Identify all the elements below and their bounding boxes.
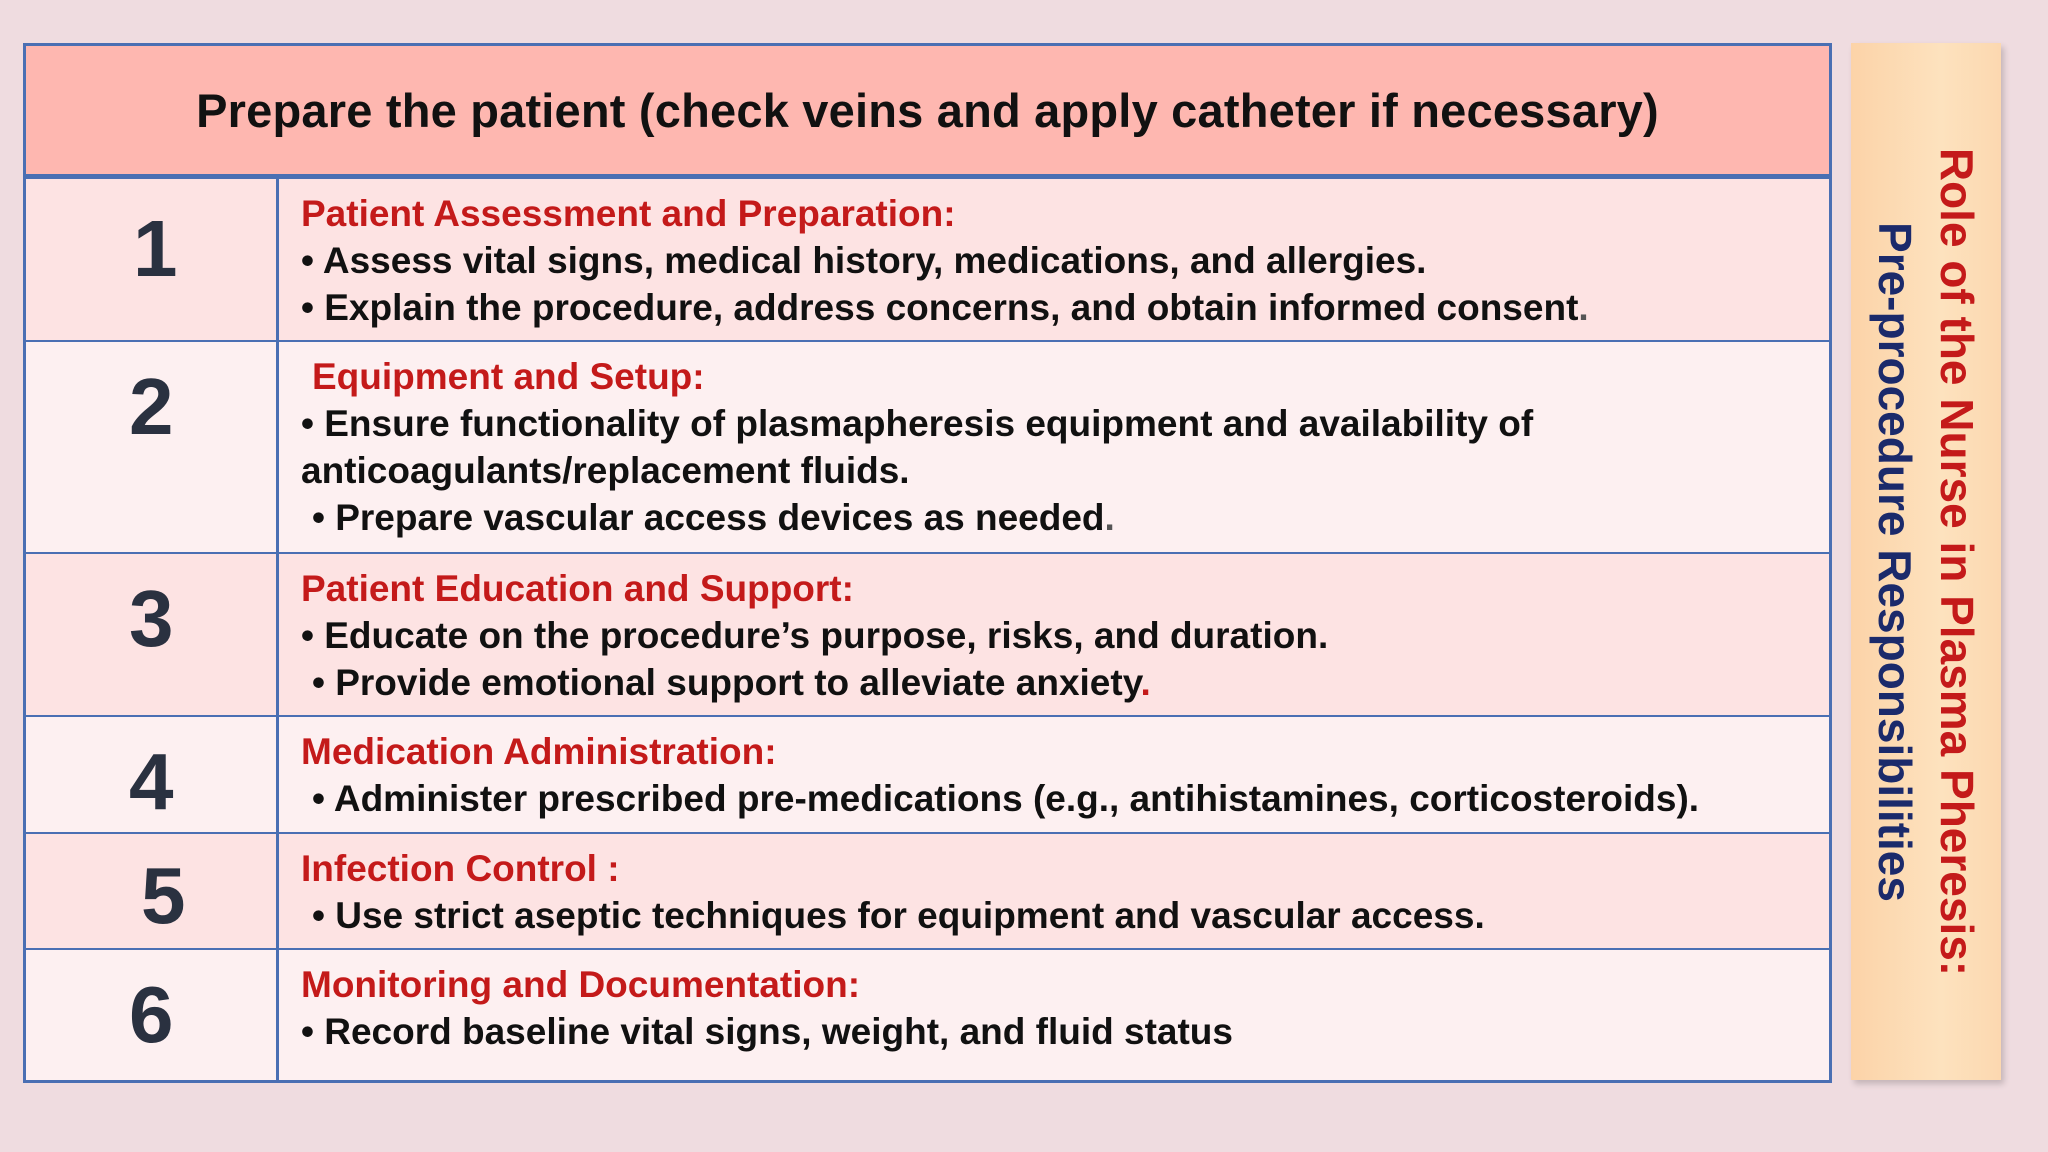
table-row xyxy=(26,554,1829,717)
row-number-cell xyxy=(26,834,279,948)
row-number-cell xyxy=(26,342,279,552)
table-row xyxy=(26,717,1829,834)
row-bullet: • Record baseline vital signs, weight, and fluid status xyxy=(301,1011,1233,1052)
row-number: 1 xyxy=(133,204,178,293)
row-heading: Infection Control : xyxy=(301,848,620,889)
row-number: 6 xyxy=(129,970,174,1059)
row-content xyxy=(301,191,1809,331)
row-bullet: anticoagulants/replacement fluids. xyxy=(301,450,910,491)
row-number: 5 xyxy=(141,851,186,940)
side-title-text xyxy=(1864,62,1988,1062)
table-row xyxy=(26,950,1829,1080)
table-title: Prepare the patient (check veins and apply catheter if necessary) xyxy=(196,83,1659,137)
row-number: 2 xyxy=(129,362,174,451)
row-bullet: • Explain the procedure, address concerns, and obtain informed consent. xyxy=(301,287,1589,328)
row-number-cell xyxy=(26,717,279,832)
side-title-panel xyxy=(1851,43,2001,1080)
row-number-cell xyxy=(26,950,279,1080)
row-number-cell xyxy=(26,554,279,715)
row-heading: Patient Education and Support: xyxy=(301,568,854,609)
table-row xyxy=(26,179,1829,342)
row-heading: Equipment and Setup: xyxy=(312,356,705,397)
row-bullet: • Educate on the procedure’s purpose, risks, and duration. xyxy=(301,615,1329,656)
row-heading: Medication Administration: xyxy=(301,731,777,772)
row-content xyxy=(301,729,1809,822)
row-bullet: • Assess vital signs, medical history, medications, and allergies. xyxy=(301,240,1427,281)
row-content xyxy=(301,354,1809,541)
row-content xyxy=(301,846,1809,939)
table-header xyxy=(26,46,1829,179)
row-heading: Patient Assessment and Preparation: xyxy=(301,193,956,234)
row-number-cell xyxy=(26,179,279,340)
side-subtitle: Pre-procedure Responsibilities xyxy=(1869,221,1921,902)
row-number: 3 xyxy=(129,574,174,663)
side-title: Role of the Nurse in Plasma Pheresis: xyxy=(1931,147,1983,976)
row-bullet: • Ensure functionality of plasmapheresis equipment and availability of xyxy=(301,403,1534,444)
steps-table xyxy=(23,43,1832,1083)
row-content xyxy=(301,962,1809,1055)
table-row xyxy=(26,342,1829,554)
row-heading: Monitoring and Documentation: xyxy=(301,964,861,1005)
row-bullet: • Use strict aseptic techniques for equipment and vascular access. xyxy=(312,895,1485,936)
row-number: 4 xyxy=(129,737,174,826)
row-bullet: • Provide emotional support to alleviate anxiety. xyxy=(312,662,1151,703)
row-bullet: • Prepare vascular access devices as needed. xyxy=(312,497,1115,538)
row-bullet: • Administer prescribed pre-medications (e.g., antihistamines, corticosteroids). xyxy=(312,778,1700,819)
row-content xyxy=(301,566,1809,706)
table-row xyxy=(26,834,1829,950)
